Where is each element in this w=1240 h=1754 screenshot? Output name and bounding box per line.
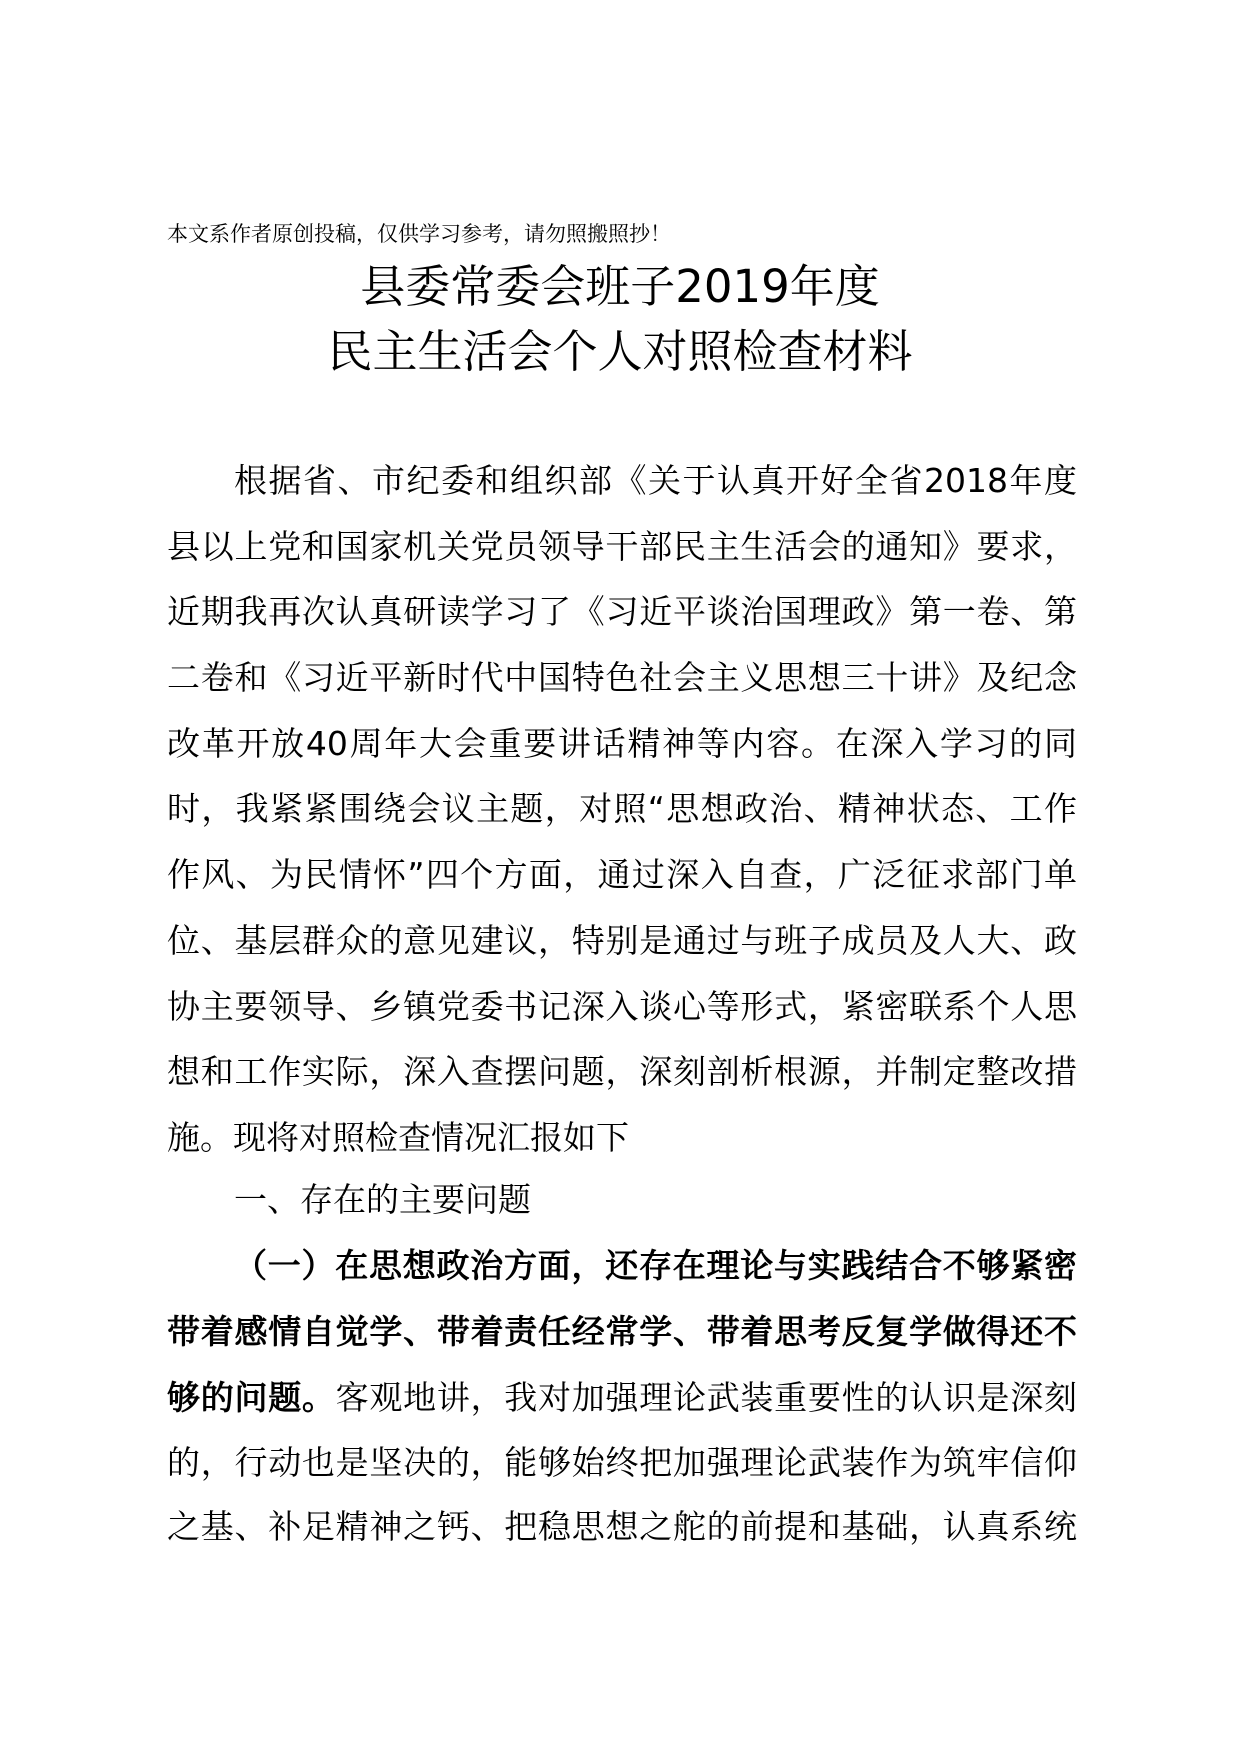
paragraph-line: 想和工作实际，深入查摆问题，深刻剖析根源，并制定整改措 xyxy=(167,1052,1077,1091)
subsection-heading-end: 够的问题。 xyxy=(167,1378,336,1417)
copyright-note: 本文系作者原创投稿，仅供学习参考，请勿照搬照抄！ xyxy=(167,222,671,246)
document-title-line1: 县委常委会班子2019年度 xyxy=(360,260,880,313)
paragraph-line: 时，我紧紧围绕会议主题，对照“思想政治、精神状态、工作 xyxy=(167,789,1077,828)
paragraph-line: 作风、为民情怀”四个方面，通过深入自查，广泛征求部门单 xyxy=(167,855,1077,894)
paragraph-line: 改革开放40周年大会重要讲话精神等内容。在深入学习的同 xyxy=(167,724,1077,763)
paragraph-line: 根据省、市纪委和组织部《关于认真开好全省2018年度 xyxy=(234,461,1077,500)
paragraph-line: 之基、补足精神之钙、把稳思想之舵的前提和基础，认真系统 xyxy=(167,1507,1077,1546)
paragraph-line: 的，行动也是坚决的，能够始终把加强理论武装作为筑牢信仰 xyxy=(167,1443,1077,1482)
document-title-line2: 民主生活会个人对照检查材料 xyxy=(327,325,913,378)
paragraph-line: 位、基层群众的意见建议，特别是通过与班子成员及人大、政 xyxy=(167,921,1077,960)
paragraph-line: 协主要领导、乡镇党委书记深入谈心等形式，紧密联系个人思 xyxy=(167,987,1077,1026)
subsection-heading-line: 带着感情自觉学、带着责任经常学、带着思考反复学做得还不 xyxy=(167,1312,1077,1351)
paragraph-line: 县以上党和国家机关党员领导干部民主生活会的通知》要求， xyxy=(167,527,1077,566)
paragraph-line: 施。现将对照检查情况汇报如下 xyxy=(167,1118,629,1157)
section-heading: 一、存在的主要问题 xyxy=(234,1180,531,1219)
paragraph-line xyxy=(167,1376,1077,1420)
subsection-heading-line: （一）在思想政治方面，还存在理论与实践结合不够紧密 xyxy=(234,1246,1077,1285)
paragraph-line: 近期我再次认真研读学习了《习近平谈治国理政》第一卷、第 xyxy=(167,592,1077,631)
paragraph-line: 二卷和《习近平新时代中国特色社会主义思想三十讲》及纪念 xyxy=(167,658,1077,697)
paragraph-text: 客观地讲，我对加强理论武装重要性的认识是深刻 xyxy=(335,1378,1078,1417)
